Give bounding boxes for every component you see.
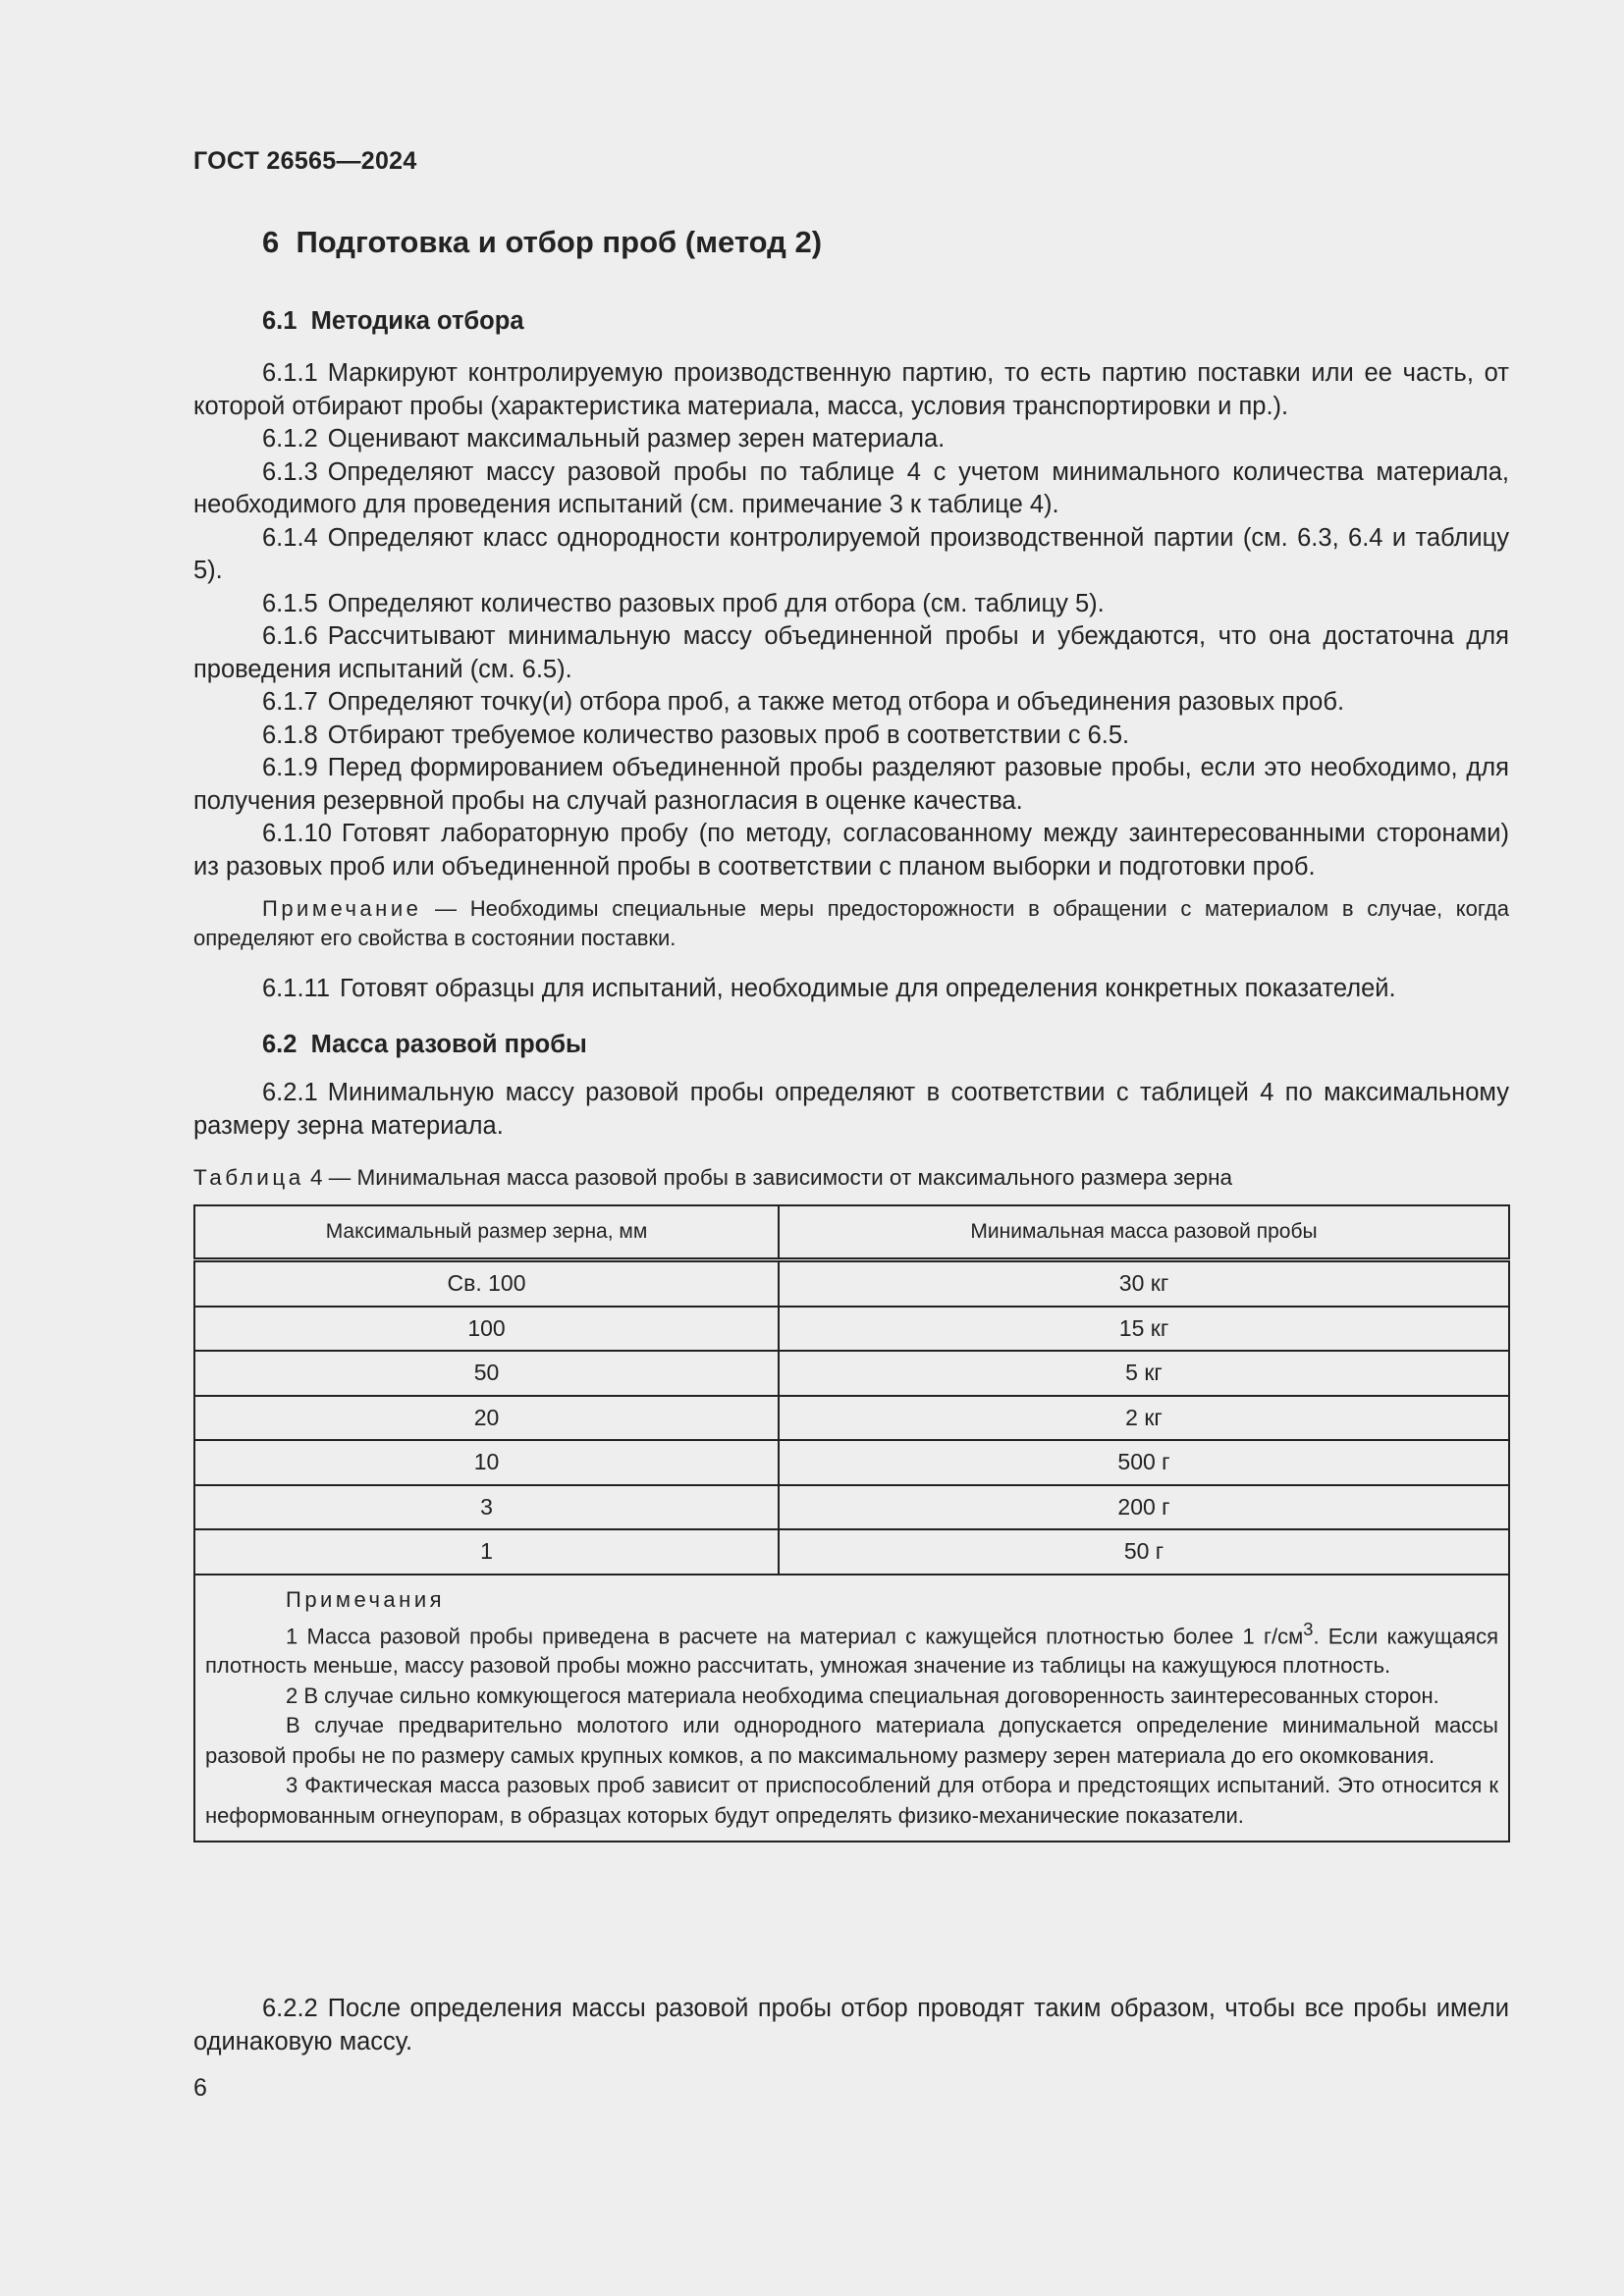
- table-row: 10 500 г: [194, 1440, 1509, 1485]
- table-notes-row: [194, 1575, 1509, 1842]
- page-number: 6: [193, 2074, 207, 2102]
- table-row: 3 200 г: [194, 1485, 1509, 1530]
- note-label: Примечание: [262, 896, 422, 921]
- section-title: [262, 225, 822, 260]
- table-caption: Таблица 4 — Минимальная масса разовой пробы в зависимости от максимального размера зерна: [193, 1165, 1233, 1190]
- subsection-title: 6.1 Методика отбора: [262, 307, 524, 335]
- section-number: 6: [262, 225, 280, 259]
- section-title-text: Подготовка и отбор проб (метод 2): [296, 225, 823, 259]
- column-header-grain-size: Максимальный размер зерна, мм: [194, 1205, 779, 1260]
- subsection-6-2: [193, 1031, 1509, 1059]
- table-notes: [194, 1575, 1509, 1842]
- subsection-title: 6.2 Масса разовой пробы: [262, 1031, 587, 1058]
- paragraph-6-2-2: 6.2.2 После определения массы разовой пробы отбор проводят таким образом, чтобы все пробы имели одинаковую массу.: [193, 1995, 1509, 2056]
- paragraph-6-1-6: 6.1.6 Рассчитывают минимальную массу объединенной пробы и убеждаются, что она достаточна для проведения испытаний (см. 6.5).: [193, 622, 1509, 683]
- table-4: [193, 1204, 1510, 1842]
- table-note-3: 3 Фактическая масса разовых проб зависит от приспособлений для отбора и предстоящих испытаний. Это относится к неформованным огнеупорам, в образцах которых будут определять физико-механические показатели.: [205, 1773, 1498, 1828]
- table-row: 50 5 кг: [194, 1351, 1509, 1396]
- paragraph-6-1-7: 6.1.7 Определяют точку(и) отбора проб, а также метод отбора и объединения разовых проб.: [262, 688, 1345, 716]
- paragraph-6-2-1: 6.2.1 Минимальную массу разовой пробы определяют в соответствии с таблицей 4 по максимальному размеру зерна материала.: [193, 1079, 1509, 1140]
- table-note-2b: В случае предварительно молотого или однородного материала допускается определение минимальной массы разовой пробы не по размеру самых крупных комков, а по максимальному размеру зерен материала до его окомкования.: [205, 1713, 1498, 1768]
- paragraph-6-1-11-block: [193, 973, 1509, 1006]
- paragraph-6-1-1: 6.1.1 Маркируют контролируемую производственную партию, то есть партию поставки или ее часть, от которой отбирают пробы (характеристика материала, масса, условия транспортировки и пр.).: [193, 359, 1509, 420]
- items-6-1: [193, 357, 1509, 883]
- table-row: 1 50 г: [194, 1529, 1509, 1575]
- paragraph-6-2-2-block: [193, 1993, 1509, 2058]
- table-4-block: [193, 1165, 1509, 1842]
- paragraph-6-1-2: 6.1.2 Оценивают максимальный размер зерен материала.: [262, 425, 946, 453]
- paragraph-6-1-9: 6.1.9 Перед формированием объединенной пробы разделяют разовые пробы, если это необходимо, для получения резервной пробы на случай разногласия в оценке качества.: [193, 754, 1509, 815]
- paragraph-6-1-3: 6.1.3 Определяют массу разовой пробы по таблице 4 с учетом минимального количества материала, необходимого для проведения испытаний (см. примечание 3 к таблице 4).: [193, 457, 1509, 518]
- note-paragraph: Примечание — Необходимы специальные меры предосторожности в обращении с материалом в случае, когда определяют его свойства в состоянии поставки.: [193, 896, 1509, 950]
- note-6-1: [193, 894, 1509, 953]
- paragraph-6-1-4: 6.1.4 Определяют класс однородности контролируемой производственной партии (см. 6.3, 6.4 и таблицу 5).: [193, 523, 1509, 584]
- subsection-6-1: [193, 307, 1509, 336]
- table-row: Св. 100 30 кг: [194, 1260, 1509, 1307]
- table-row: 20 2 кг: [194, 1396, 1509, 1441]
- table-notes-heading: Примечания: [286, 1586, 446, 1612]
- paragraph-6-2-1-block: [193, 1077, 1509, 1143]
- table-header-row: [194, 1205, 1509, 1260]
- paragraph-6-1-5: 6.1.5 Определяют количество разовых проб для отбора (см. таблицу 5).: [262, 589, 1105, 617]
- column-header-sample-mass: Минимальная масса разовой пробы: [779, 1205, 1509, 1260]
- paragraph-6-1-11: 6.1.11 Готовят образцы для испытаний, необходимые для определения конкретных показателей.: [262, 975, 1396, 1002]
- paragraph-6-1-10: 6.1.10 Готовят лабораторную пробу (по методу, согласованному между заинтересованными сторонами) из разовых проб или объединенной пробы в соответствии с планом выборки и подготовки проб.: [193, 820, 1509, 881]
- document-code: ГОСТ 26565—2024: [193, 147, 417, 175]
- table-row: 100 15 кг: [194, 1307, 1509, 1352]
- paragraph-6-1-8: 6.1.8 Отбирают требуемое количество разовых проб в соответствии с 6.5.: [262, 721, 1130, 749]
- table-note-2: 2 В случае сильно комкующегося материала необходима специальная договоренность заинтересованных сторон.: [286, 1682, 1439, 1708]
- table-note-1: 1 Масса разовой пробы приведена в расчете на материал с кажущейся плотностью более 1 $г/см^3$. Если кажущаяся плотность меньше, массу разовой пробы можно рассчитать, умножая значение из таблицы на кажущуюся плотность.: [205, 1618, 1499, 1679]
